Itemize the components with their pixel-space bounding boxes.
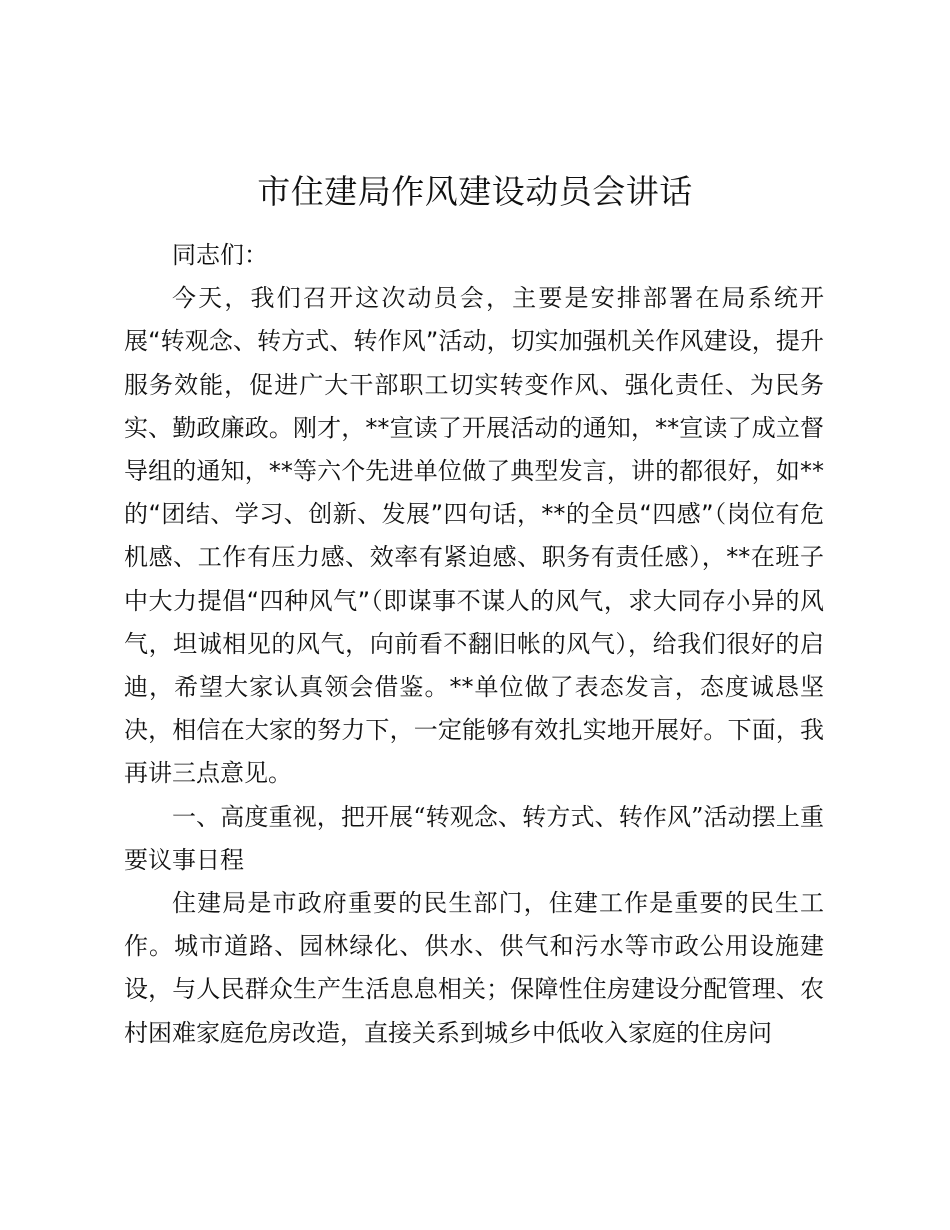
document-body (124, 234, 824, 1055)
section-heading: 一、高度重视，把开展“转观念、转方式、转作风”活动摆上重要议事日程 (124, 802, 824, 874)
section-paragraph: 住建局是市政府重要的民生部门，住建工作是重要的民生工作。城市道路、园林绿化、供水、供气和污水等市政公用设施建设，与人民群众生产生活息息相关；保障性住房建设分配管理、农村困难家庭危房改造，直接关系到城乡中低收入家庭的住房问 (124, 889, 824, 1047)
body-paragraph: 今天，我们召开这次动员会，主要是安排部署在局系统开展“转观念、转方式、转作风”活动，切实加强机关作风建设，提升服务效能，促进广大干部职工切实转变作风、强化责任、为民务实、勤政廉政。刚才，**宣读了开展活动的通知，**宣读了成立督导组的通知，**等六个先进单位做了典型发言，讲的都很好，如**的“团结、学习、创新、发展”四句话，**的全员“四感”（岗位有危机感、工作有压力感、效率有紧迫感、职务有责任感），**在班子中大力提倡“四种风气”（即谋事不谋人的风气，求大同存小异的风气，坦诚相见的风气，向前看不翻旧帐的风气），给我们很好的启迪，希望大家认真领会借鉴。**单位做了表态发言，态度诚恳坚决，相信在大家的努力下，一定能够有效扎实地开展好。下面，我再讲三点意见。 (124, 284, 824, 788)
salutation: 同志们： (172, 241, 268, 269)
document-title: 市住建局作风建设动员会讲话 (257, 172, 693, 211)
